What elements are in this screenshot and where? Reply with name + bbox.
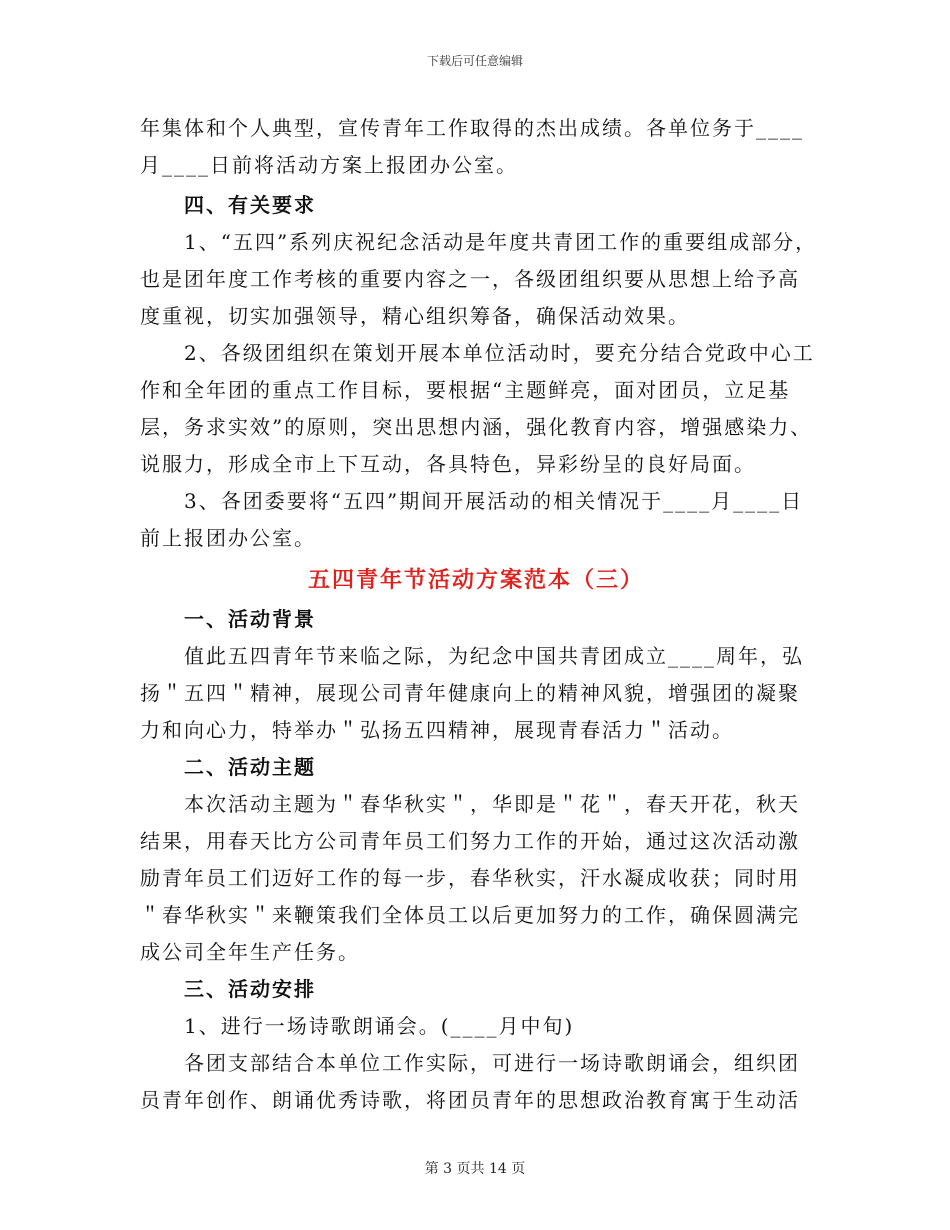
paragraph-line: 层，务求实效”的原则，突出思想内涵，强化教育内容，增强感染力、 bbox=[140, 415, 813, 439]
paragraph-line: 扬＂五四＂精神，展现公司青年健康向上的精神风貌，增强团的凝聚 bbox=[140, 681, 800, 705]
paragraph-line: 励青年员工们迈好工作的每一步，春华秋实，汗水凝成收获；同时用 bbox=[140, 866, 800, 890]
paragraph-line: 也是团年度工作考核的重要内容之一，各级团组织要从思想上给予高 bbox=[140, 267, 800, 291]
paragraph-line: 说服力，形成全市上下互动，各具特色，异彩纷呈的良好局面。 bbox=[140, 452, 756, 476]
paragraph-line: 3、各团委要将“五四”期间开展活动的相关情况于____月____日 bbox=[184, 489, 804, 513]
paragraph-line: 员青年创作、朗诵优秀诗歌，将团员青年的思想政治教育寓于生动活 bbox=[140, 1088, 800, 1112]
paragraph-line: 结果，用春天比方公司青年员工们努力工作的开始，通过这次活动激 bbox=[140, 829, 800, 853]
section-heading-theme: 二、活动主题 bbox=[184, 755, 316, 779]
section-heading-arrangement: 三、活动安排 bbox=[184, 977, 316, 1001]
paragraph-line: 月____日前将活动方案上报团办公室。 bbox=[140, 153, 518, 177]
list-item: 1、进行一场诗歌朗诵会。(____月中旬) bbox=[184, 1014, 575, 1038]
paragraph-line: 值此五四青年节来临之际，为纪念中国共青团成立____周年，弘 bbox=[184, 644, 804, 668]
paragraph-line: 2、各级团组织在策划开展本单位活动时，要充分结合党政中心工 bbox=[184, 341, 815, 365]
section-heading-requirements: 四、有关要求 bbox=[184, 193, 316, 217]
paragraph-line: 力和向心力，特举办＂弘扬五四精神，展现青春活力＂活动。 bbox=[140, 718, 734, 742]
page-header: 下载后可任意编辑 bbox=[426, 54, 523, 68]
section-title: 五四青年节活动方案范本（三） bbox=[307, 567, 644, 593]
paragraph-line: 本次活动主题为＂春华秋实＂，华即是＂花＂，春天开花，秋天 bbox=[184, 792, 800, 816]
paragraph-line: 年集体和个人典型，宣传青年工作取得的杰出成绩。各单位务于____ bbox=[140, 116, 804, 140]
page-number: 第 3 页共 14 页 bbox=[424, 1161, 526, 1177]
paragraph-line: 作和全年团的重点工作目标，要根据“主题鲜亮，面对团员，立足基 bbox=[140, 378, 791, 402]
paragraph-line: 度重视，切实加强领导，精心组织筹备，确保活动效果。 bbox=[140, 304, 690, 328]
document-body bbox=[140, 110, 818, 1119]
paragraph-line: 前上报团办公室。 bbox=[140, 526, 316, 550]
section-heading-background: 一、活动背景 bbox=[184, 607, 316, 631]
paragraph-line: 1、“五四”系列庆祝纪念活动是年度共青团工作的重要组成部分， bbox=[184, 230, 818, 254]
paragraph-line: 各团支部结合本单位工作实际，可进行一场诗歌朗诵会，组织团 bbox=[184, 1051, 800, 1075]
paragraph-line: ＂春华秋实＂来鞭策我们全体员工以后更加努力的工作，确保圆满完 bbox=[140, 903, 800, 927]
paragraph-line: 成公司全年生产任务。 bbox=[140, 940, 360, 964]
